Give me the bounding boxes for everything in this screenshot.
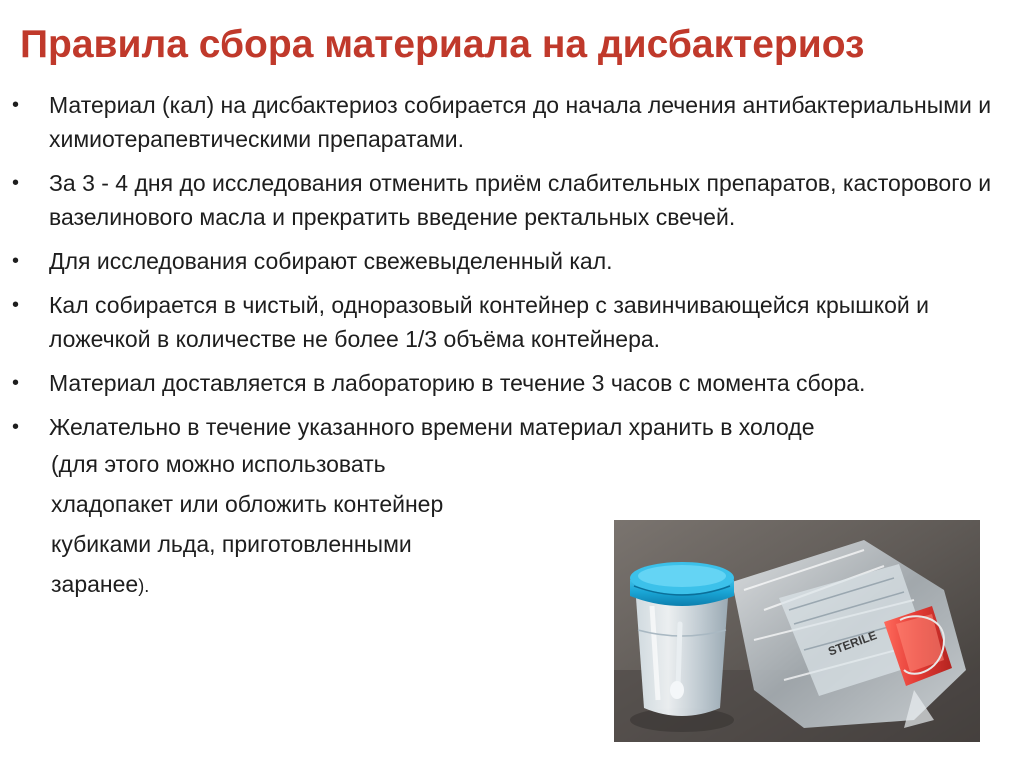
bullet-text: Материал доставляется в лабораторию в течение 3 часов с момента сбора. [49, 370, 866, 396]
storage-line: (для этого можно использовать [51, 451, 386, 477]
bullet-dot-icon: • [12, 94, 20, 116]
bullet-text: Кал собирается в чистый, одноразовый контейнер с завинчивающейся крышкой и ложечкой в количестве не более 1/3 объёма контейнера. [49, 292, 929, 352]
storage-line-tail: ). [138, 576, 150, 596]
bullet-dot-icon: • [12, 416, 20, 438]
slide-title: Правила сбора материала на дисбактериоз [20, 23, 865, 66]
container-photo-svg [614, 520, 980, 742]
container-photo [614, 520, 980, 742]
bullet-dot-icon: • [12, 294, 20, 316]
bullet-dot-icon: • [12, 172, 20, 194]
bullet-item [0, 288, 1009, 356]
sterile-label: STERILE [826, 628, 879, 659]
storage-line-text: заранее [51, 571, 139, 597]
bullet-text: Материал (кал) на дисбактериоз собирается до начала лечения антибактериальными и химиотерапевтическими препаратами. [49, 92, 992, 152]
bullet-item [0, 366, 1009, 400]
storage-line: кубиками льда, приготовленными [51, 531, 412, 557]
bullet-item [0, 166, 1009, 234]
bullet-text: Для исследования собирают свежевыделенный кал. [49, 248, 613, 274]
bullet-item [0, 244, 1009, 278]
storage-first-line: Желательно в течение указанного времени материал хранить в холоде [49, 414, 815, 440]
bullet-text: За 3 - 4 дня до исследования отменить приём слабительных препаратов, касторового и вазелинового масла и прекратить введение ректальных свечей. [49, 170, 992, 230]
bullet-item [0, 88, 1009, 156]
bullet-dot-icon: • [12, 372, 20, 394]
storage-line: хладопакет или обложить контейнер [51, 491, 444, 517]
bullet-dot-icon: • [12, 250, 20, 272]
open-container-shape [630, 562, 734, 732]
